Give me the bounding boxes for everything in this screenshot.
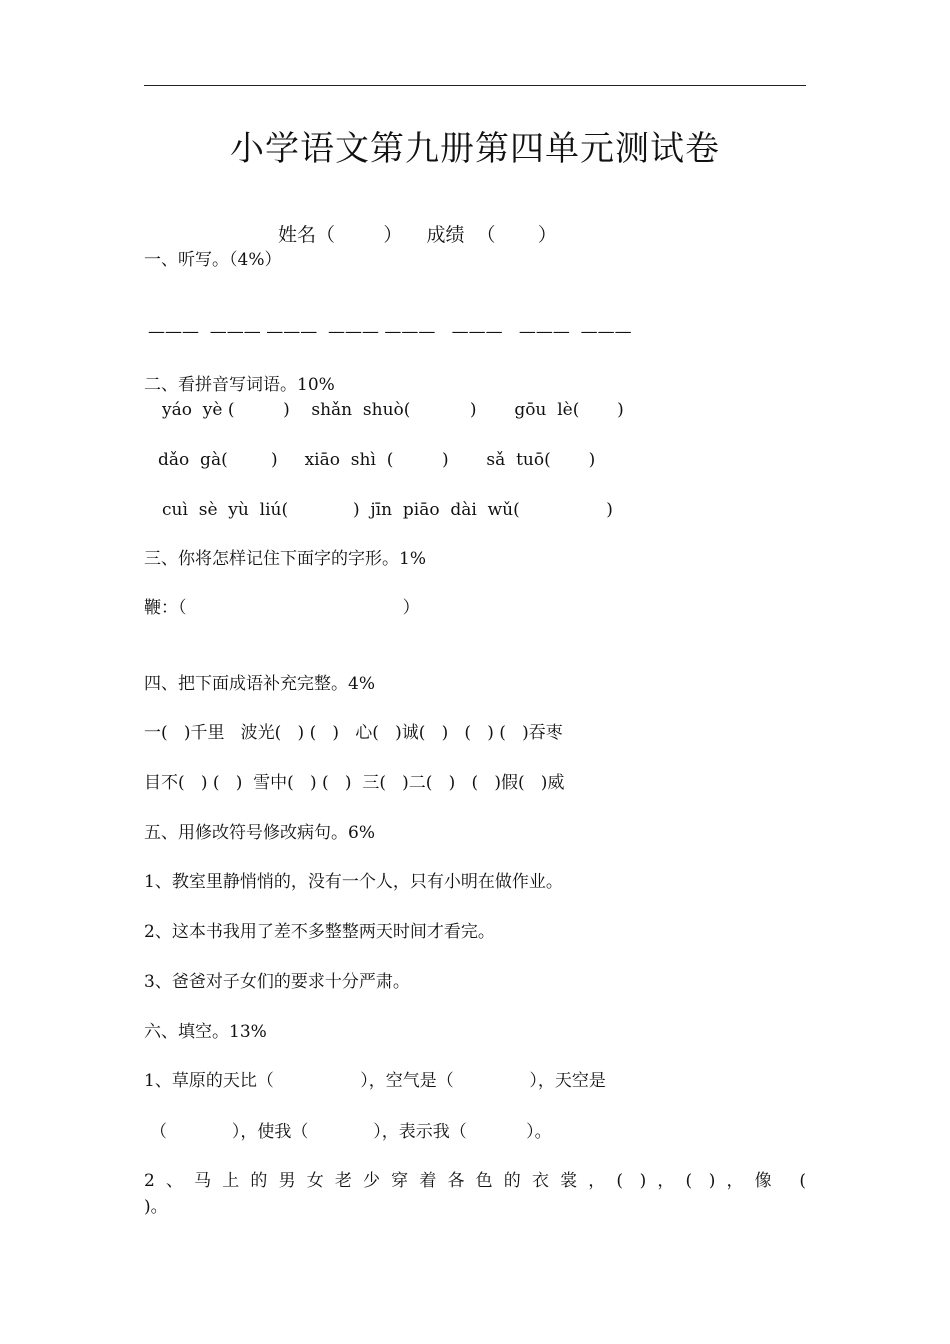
section-2-heading: 二、看拼音写词语。10%	[144, 375, 335, 395]
character-memory-line: 鞭：（ ）	[144, 598, 420, 618]
sentence-item-1: 1、教室里静悄悄的，没有一个人，只有小明在做作业。	[144, 872, 563, 892]
dictation-blanks: ——— ——— ——— ——— ——— ——— ——— ———	[148, 322, 632, 342]
top-rule	[144, 85, 806, 86]
section-3-heading: 三、你将怎样记住下面字的字形。1%	[144, 549, 426, 569]
idiom-row-2: 目不( ) ( ) 雪中( ) ( ) 三( )二( ) ( )假( )威	[144, 773, 565, 793]
name-score-line: 姓名（ ） 成绩 （ ）	[278, 224, 557, 246]
idiom-row-1: 一( )千里 波光( ) ( ) 心( )诚( ) ( ) ( )吞枣	[144, 723, 563, 743]
fill-item-2-line-1: 2、马上的男女老少穿着各色的衣裳，( )，( )，像 (	[144, 1171, 806, 1191]
fill-item-1-line-2: （ ），使我（ ），表示我（ ）。	[150, 1122, 552, 1142]
section-1-heading: 一、听写。（4%）	[144, 250, 282, 270]
section-5-heading: 五、用修改符号修改病句。6%	[144, 823, 375, 843]
sentence-item-3: 3、爸爸对子女们的要求十分严肃。	[144, 972, 410, 992]
pinyin-row-1: yáo yè ( ) shǎn shuò( ) gōu lè( )	[162, 400, 624, 420]
pinyin-row-2: dǎo gà( ) xiāo shì ( ) sǎ tuō( )	[158, 450, 596, 470]
fill-item-1-line-1: 1、草原的天比（ ），空气是（ ），天空是	[144, 1071, 606, 1091]
page-title: 小学语文第九册第四单元测试卷	[230, 129, 720, 169]
pinyin-row-3: cuì sè yù liú( ) jīn piāo dài wǔ( )	[162, 500, 613, 520]
fill-item-2-line-2: )。	[144, 1197, 168, 1217]
section-4-heading: 四、把下面成语补充完整。4%	[144, 674, 375, 694]
section-6-heading: 六、填空。13%	[144, 1022, 267, 1042]
sentence-item-2: 2、这本书我用了差不多整整两天时间才看完。	[144, 922, 495, 942]
